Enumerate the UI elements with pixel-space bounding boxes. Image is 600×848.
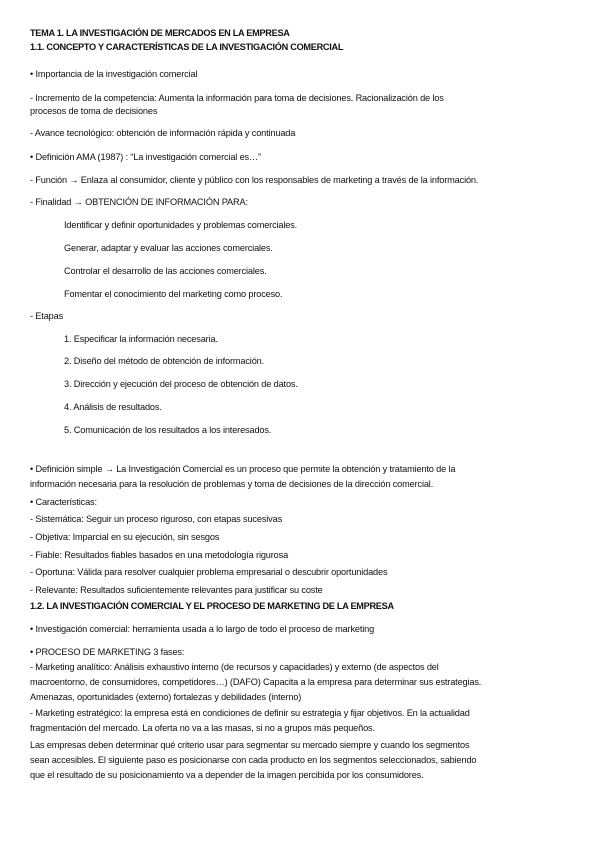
finalidad-item: Controlar el desarrollo de las acciones comerciales. [64, 266, 267, 276]
empresas-line-3: que el resultado de su posicionamiento va a depender de la imagen percibida por los consumidores. [30, 770, 424, 780]
caracteristica-item: - Fiable: Resultados fiables basados en una metodología rigurosa [30, 550, 289, 560]
caracteristica-item: - Objetiva: Imparcial en su ejecución, sin sesgos [30, 532, 220, 542]
etapa-item: 4. Análisis de resultados. [64, 402, 162, 412]
empresas-line-2: sean accesibles. El siguiente paso es posicionarse con cada producto en los segmentos seleccionados, sabiendo [30, 755, 477, 765]
caracteristicas-bullet: • Características: [30, 497, 97, 507]
analitico-line-2: macroentorno, de consumidores, competidores…) (DAFO) Capacita a la empresa para determinar sus estrategias. [30, 677, 482, 687]
analitico-line-1: - Marketing analítico: Análisis exhaustivo interno (de recursos y capacidades) y externo (de aspectos del [30, 662, 439, 672]
etapa-item: 1. Especificar la información necesaria. [64, 334, 218, 344]
estrategico-line-1: - Marketing estratégico: la empresa está en condiciones de definir su estrategia y fijar objetivos. En la actualidad [30, 708, 470, 718]
finalidad-line: - Finalidad → OBTENCIÓN DE INFORMACIÓN PARA: [30, 197, 248, 207]
section-heading-1-2: 1.2. LA INVESTIGACIÓN COMERCIAL Y EL PROCESO DE MARKETING DE LA EMPRESA [30, 601, 394, 611]
definicion-ama-bullet: • Definición AMA (1987) : “La investigación comercial es…” [30, 152, 261, 162]
document-title: TEMA 1. LA INVESTIGACIÓN DE MERCADOS EN LA EMPRESA [30, 28, 290, 38]
analitico-line-3: Amenazas, oportunidades (externo) fortalezas y debilidades (interno) [30, 692, 302, 702]
investigacion-bullet: • Investigación comercial: herramienta usada a lo largo de todo el proceso de marketing [30, 624, 375, 634]
competencia-line-2: procesos de toma de decisiones [30, 106, 158, 116]
avance-line: - Avance tecnológico: obtención de información rápida y continuada [30, 128, 296, 138]
competencia-line-1: - Incremento de la competencia: Aumenta la información para toma de decisiones. Racionalización de los [30, 93, 444, 103]
caracteristica-item: - Relevante: Resultados suficientemente relevantes para justificar su coste [30, 585, 323, 595]
caracteristica-item: - Oportuna: Válida para resolver cualquier problema empresarial o descubrir oportunidades [30, 567, 388, 577]
finalidad-item: Generar, adaptar y evaluar las acciones comerciales. [64, 243, 273, 253]
definicion-simple-line-2: información necesaria para la resolución de problemas y toma de decisiones de la dirección comercial. [30, 479, 434, 489]
etapa-item: 5. Comunicación de los resultados a los interesados. [64, 425, 272, 435]
etapas-line: - Etapas [30, 311, 64, 321]
proceso-bullet: • PROCESO DE MARKETING 3 fases: [30, 647, 185, 657]
importancia-bullet: • Importancia de la investigación comercial [30, 69, 198, 79]
etapa-item: 3. Dirección y ejecución del proceso de obtención de datos. [64, 379, 298, 389]
estrategico-line-2: fragmentación del mercado. La oferta no va a las masas, si no a grupos más pequeños. [30, 723, 375, 733]
finalidad-item: Identificar y definir oportunidades y problemas comerciales. [64, 220, 298, 230]
definicion-simple-line-1: • Definición simple → La Investigación Comercial es un proceso que permite la obtención y tratamiento de la [30, 464, 456, 474]
empresas-line-1: Las empresas deben determinar qué criterio usar para segmentar su mercado siempre y cuando los segmentos [30, 740, 470, 750]
funcion-line: - Función → Enlaza al consumidor, cliente y público con los responsables de marketing a través de la información. [30, 175, 479, 185]
section-heading-1-1: 1.1. CONCEPTO Y CARACTERÍSTICAS DE LA INVESTIGACIÓN COMERCIAL [30, 42, 344, 52]
finalidad-item: Fomentar el conocimiento del marketing como proceso. [64, 289, 283, 299]
etapa-item: 2. Diseño del método de obtención de información. [64, 356, 265, 366]
caracteristica-item: - Sistemática: Seguir un proceso riguroso, con etapas sucesivas [30, 514, 283, 524]
